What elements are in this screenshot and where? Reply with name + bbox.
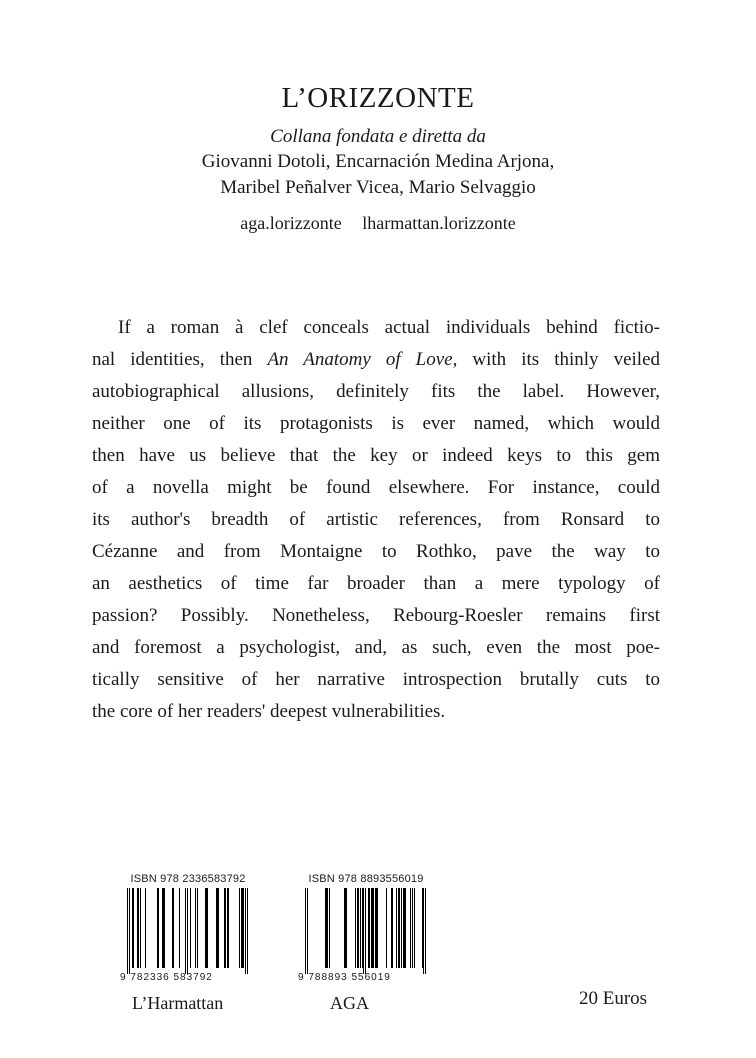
blurb-line-7: its author's breadth of artistic references, from Ronsard to [92,509,660,530]
back-cover-blurb [92,312,660,728]
barcode-aga [296,873,436,983]
blurb-line-4: neither one of its protagonists is ever named, which would [92,413,660,434]
directors-line-2: Maribel Peñalver Vicea, Mario Selvaggio [220,177,536,198]
blurb-line-5: then have us believe that the key or indeed keys to this gem [92,445,660,466]
blurb-line-2-head: nal identities, then [92,349,268,370]
blurb-line-6: of a novella might be found elsewhere. For instance, could [92,477,660,498]
isbn-label: ISBN 978 8893556019 [308,873,424,885]
publisher-aga: AGA [330,993,369,1013]
link-aga: aga.lorizzonte [240,213,342,233]
blurb-line-8: Cézanne and from Montaigne to Rothko, pave the way to [92,541,660,562]
barcode-bars-icon [125,888,251,974]
series-subtitle: Collana fondata e diretta da [270,126,486,147]
blurb-line-11: and foremost a psychologist, and, as such, even the most poe- [92,637,660,658]
blurb-line-3: autobiographical allusions, definitely fits the label. However, [92,381,660,402]
blurb-line-2-tail: , with its thinly veiled [452,349,660,370]
blurb-line-1: If a roman à clef conceals actual individuals behind fictio- [118,317,660,338]
series-title: L’ORIZZONTE [281,82,475,114]
link-lharmattan: lharmattan.lorizzonte [362,213,516,233]
series-links [0,212,756,234]
book-title: An Anatomy of Love [267,349,453,370]
barcode-digits: 9 788893 556019 [298,972,391,983]
price: 20 Euros [579,988,648,1009]
directors-line-1: Giovanni Dotoli, Encarnación Medina Arjona, [201,151,555,172]
barcode-digits: 9 782336 583792 [120,972,213,983]
publisher-harmattan: L’Harmattan [132,993,224,1013]
blurb-line-2 [92,344,660,376]
isbn-label: ISBN 978 2336583792 [130,873,246,885]
blurb-line-9: an aesthetics of time far broader than a mere typology of [92,573,660,594]
series-header [0,80,756,234]
blurb-line-10: passion? Possibly. Nonetheless, Rebourg-Roesler remains first [92,605,660,626]
blurb-line-12: tically sensitive of her narrative introspection brutally cuts to [92,669,660,690]
barcode-harmattan [118,873,258,983]
barcode-bars-icon [303,888,429,974]
blurb-line-13: the core of her readers' deepest vulnerabilities. [92,701,446,722]
